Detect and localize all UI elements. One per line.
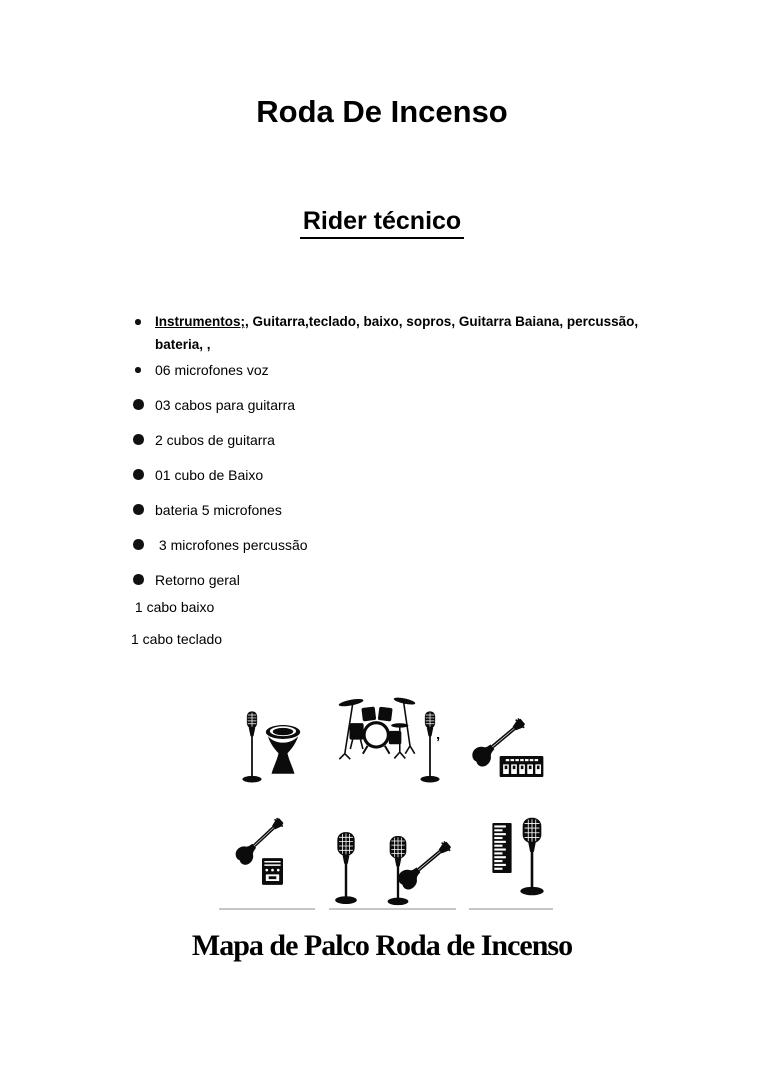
divider-line (219, 908, 315, 910)
amp-pedal-icon (262, 858, 283, 885)
list-item-text: Instrumentos;, Guitarra,teclado, baixo, sopros, Guitarra Baiana, percussão, bateria, , (155, 314, 639, 352)
divider-line (329, 908, 456, 910)
bullet-icon (133, 539, 144, 550)
stage-map-title: Mapa de Palco Roda de Incenso (191, 929, 573, 962)
document-title: Roda De Incenso (256, 94, 508, 129)
list-item-text: Retorno geral (155, 572, 240, 588)
bullet-icon (133, 399, 144, 410)
list-item (133, 433, 647, 447)
list-item-text: 01 cubo de Baixo (155, 467, 264, 483)
list-item (133, 468, 647, 482)
list-item (133, 398, 647, 412)
microphone-stand-icon (333, 832, 359, 905)
bullet-icon (135, 319, 141, 325)
drum-kit-icon (337, 694, 417, 760)
list-item-text: 2 cubos de guitarra (155, 432, 275, 448)
djembe-icon (265, 722, 301, 778)
bullet-icon (133, 574, 144, 585)
list-item (133, 503, 647, 517)
rider-tecnico-text: Rider técnico (300, 207, 464, 239)
stray-comma-mark: ’ (436, 734, 441, 751)
list-item-text: 3 microfones percussão (155, 537, 308, 553)
equipment-list-large (133, 398, 647, 587)
microphone-stand-icon (518, 817, 546, 897)
microphone-stand-icon (241, 709, 263, 787)
bullet-icon (133, 469, 144, 480)
list-item-mics-voz (133, 361, 647, 379)
list-item (133, 573, 647, 587)
pedalboard-icon (498, 756, 545, 777)
instruments-label: Instrumentos;, (155, 314, 249, 329)
list-item-instruments (133, 311, 647, 356)
divider-line (469, 908, 553, 910)
list-item-text: bateria 5 microfones (155, 502, 282, 518)
keyboard-icon (492, 823, 512, 873)
list-item-text: 06 microfones voz (155, 362, 269, 378)
bullet-icon (135, 367, 141, 373)
list-item (133, 538, 647, 552)
bullet-icon (133, 504, 144, 515)
equipment-list (133, 311, 647, 608)
bullet-icon (133, 434, 144, 445)
plain-line-cabo-teclado: 1 cabo teclado (131, 631, 223, 647)
list-item-text: 03 cabos para guitarra (155, 397, 296, 413)
rider-tecnico-heading (0, 207, 764, 236)
plain-line-cabo-baixo: 1 cabo baixo (131, 599, 215, 615)
